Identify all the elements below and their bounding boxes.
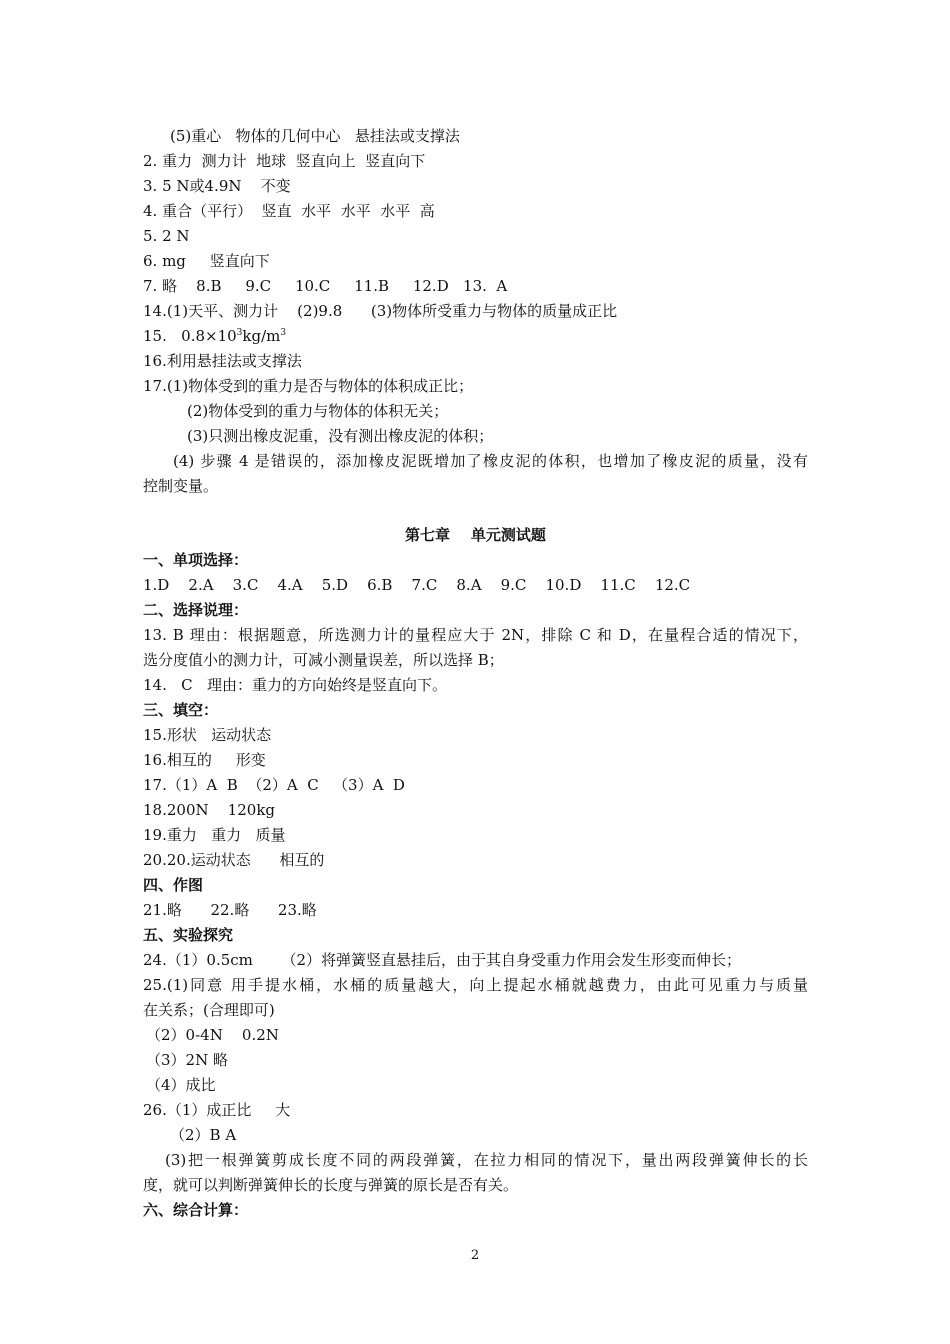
answers-part-1b	[143, 349, 808, 499]
answer-line: （3）2N 略	[146, 1051, 228, 1069]
answer-line: 14. C 理由：重力的方向始终是竖直向下。	[143, 676, 447, 694]
answer-line: 3. 5 N或4.9N 不变	[143, 177, 291, 195]
spacer	[143, 499, 808, 523]
answer-line: 16.相互的 形变	[143, 751, 266, 769]
answer-line: (5)重心 物体的几何中心 悬挂法或支撑法	[170, 127, 460, 145]
answer-line: 26.（1）成正比 大	[143, 1101, 291, 1119]
section-heading: 六、综合计算：	[143, 1201, 249, 1219]
answer-line: 21.略 22.略 23.略	[143, 901, 317, 919]
answer-line: 13. B 理由：根据题意，所选测力计的量程应大于 2N，排除 C 和 D，在量程合适的情况下，	[143, 626, 808, 644]
answer-line: (3)只测出橡皮泥重，没有测出橡皮泥的体积；	[187, 427, 494, 445]
section-heading: 二、选择说理：	[143, 601, 249, 619]
answers-part-1	[143, 124, 808, 324]
answer-line: 24.（1）0.5cm （2）将弹簧竖直悬挂后，由于其自身受重力作用会发生形变而伸长；	[143, 951, 742, 969]
answer-line: 15.形状 运动状态	[143, 726, 272, 744]
answer-line: （2）0-4N 0.2N	[146, 1026, 279, 1044]
answer-line: 17.（1）A B （2）A C （3）A D	[143, 776, 405, 794]
answer-line: (3)把一根弹簧剪成长度不同的两段弹簧，在拉力相同的情况下，量出两段弹簧伸长的长	[165, 1151, 808, 1169]
answer-line: 2. 重力 测力计 地球 竖直向上 竖直向下	[143, 152, 426, 170]
answer-line: 25.(1)同意 用手提水桶，水桶的质量越大，向上提起水桶就越费力，由此可见重力与质量	[143, 976, 808, 994]
section-heading: 五、实验探究	[143, 926, 234, 944]
page-number: 2	[470, 1248, 480, 1263]
section-heading: 一、单项选择：	[143, 551, 249, 569]
answer-line: 7. 略 8.B 9.C 10.C 11.B 12.D 13. A	[143, 277, 508, 295]
answer-line-15	[143, 324, 808, 349]
answer-line: 20.20.运动状态 相互的	[143, 851, 325, 869]
answer-line: 度，就可以判断弹簧伸长的长度与弹簧的原长是否有关。	[143, 1176, 519, 1194]
answer-line: 5. 2 N	[143, 227, 190, 245]
answer-line: 控制变量。	[143, 477, 219, 495]
answer-line: 1.D 2.A 3.C 4.A 5.D 6.B 7.C 8.A 9.C 10.D 11.C 12.C	[143, 576, 691, 594]
answer-line: 18.200N 120kg	[143, 801, 276, 819]
answers-chapter-7	[143, 548, 808, 1223]
section-heading: 四、作图	[143, 876, 204, 894]
answer-line: 4. 重合（平行） 竖直 水平 水平 水平 高	[143, 202, 435, 220]
q15-unit: kg/m	[242, 327, 281, 345]
section-heading: 三、填空：	[143, 701, 219, 719]
answer-line: 16.利用悬挂法或支撑法	[143, 352, 302, 370]
q15-exponent: 3	[236, 328, 243, 338]
answer-line: 17.(1)物体受到的重力是否与物体的体积成正比；	[143, 377, 474, 395]
answer-line: 19.重力 重力 质量	[143, 826, 286, 844]
answer-line: 选分度值小的测力计，可减小测量误差，所以选择 B；	[143, 651, 504, 669]
chapter-title: 第七章 单元测试题	[405, 526, 546, 544]
answer-line: (2)物体受到的重力与物体的体积无关；	[187, 402, 449, 420]
answer-line: （4）成比	[146, 1076, 216, 1094]
answer-line: （2）B A	[170, 1126, 237, 1144]
answer-line: 在关系；(合理即可)	[143, 1001, 275, 1019]
q15-unit-exponent: 3	[280, 328, 287, 338]
answer-line: 14.(1)天平、测力计 (2)9.8 (3)物体所受重力与物体的质量成正比	[143, 302, 618, 320]
q15-value: 15. 0.8×10	[143, 327, 237, 345]
answer-line: (4) 步骤 4 是错误的，添加橡皮泥既增加了橡皮泥的体积，也增加了橡皮泥的质量，没有	[173, 452, 808, 470]
document-body	[143, 124, 808, 1223]
answer-line: 6. mg 竖直向下	[143, 252, 270, 270]
